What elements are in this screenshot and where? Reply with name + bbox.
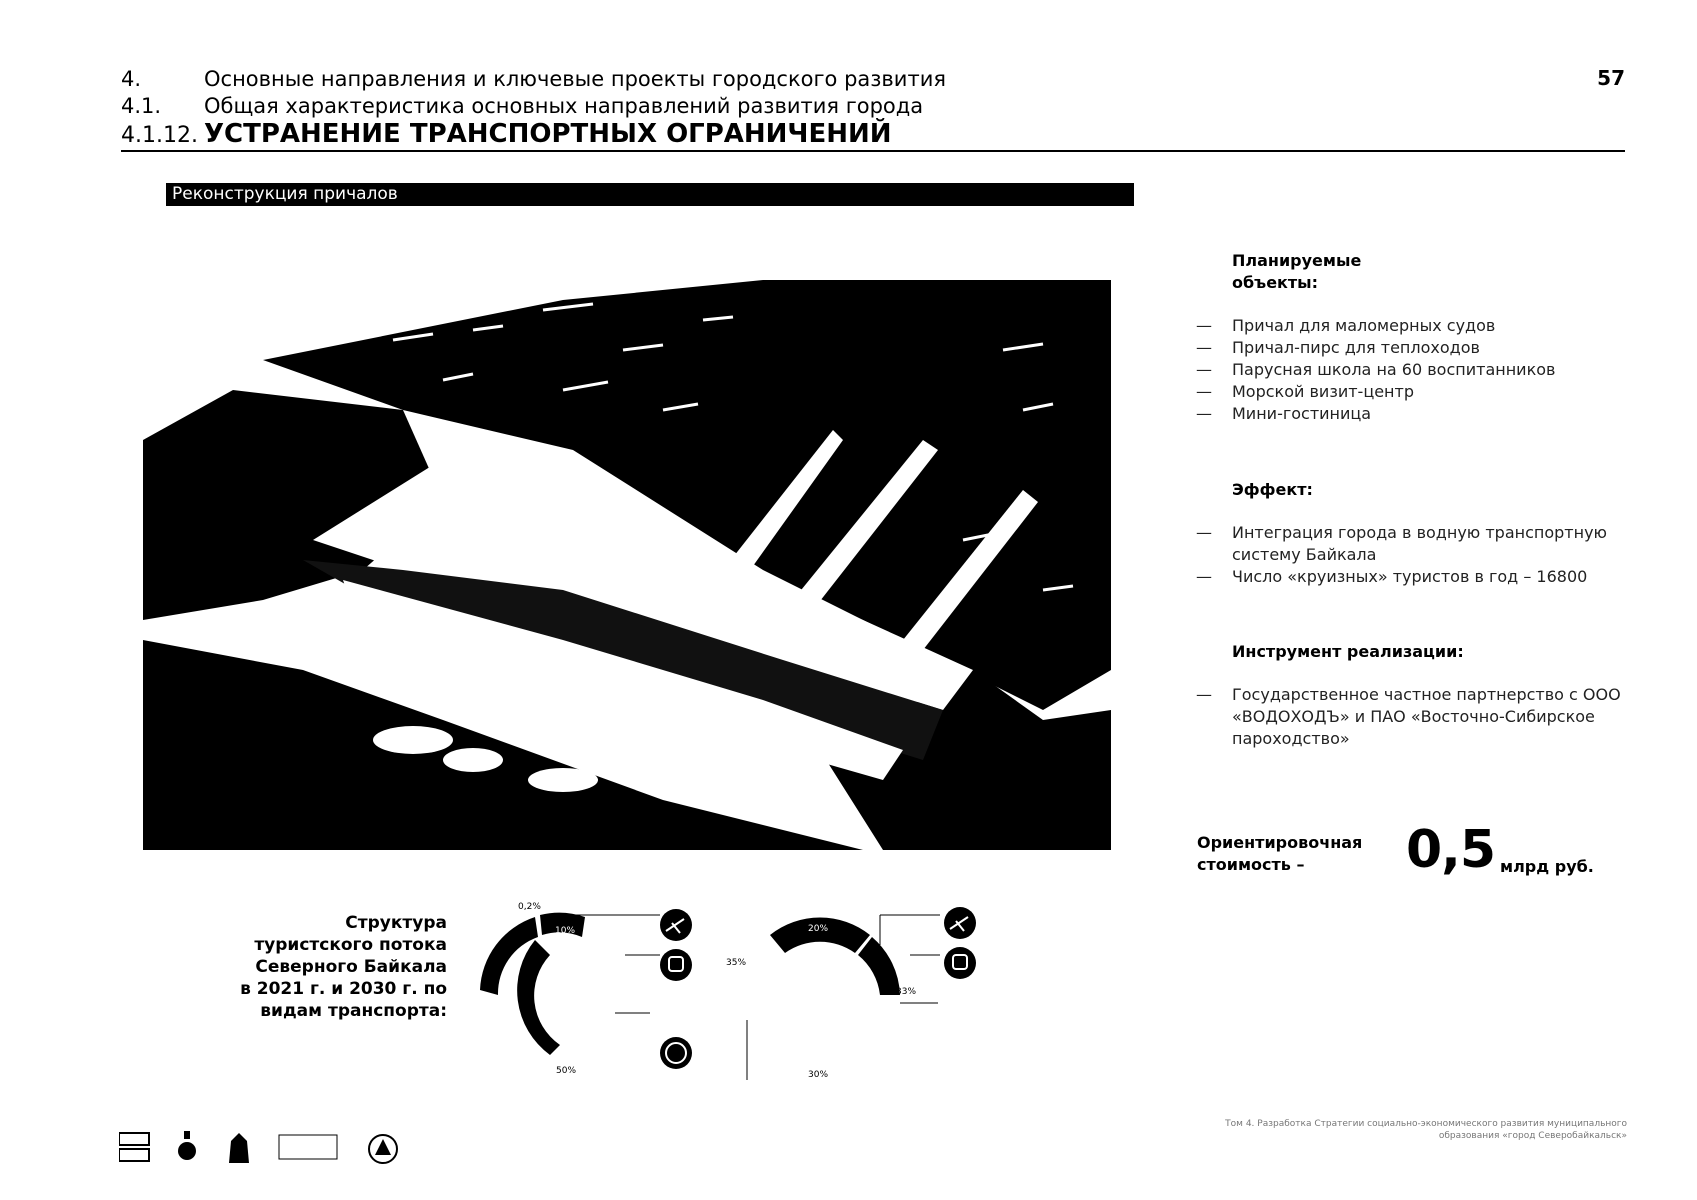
chart-2021-label-50: 50%	[556, 1066, 577, 1076]
chart-2030-segment-20	[770, 917, 870, 953]
instrument-list	[1196, 684, 1626, 750]
transport-structure-charts	[460, 895, 1000, 1080]
list-item: — Число «круизных» туристов в год – 16800	[1196, 566, 1626, 588]
heading-level-1	[121, 66, 946, 92]
planned-objects-list	[1196, 315, 1555, 425]
chart-2030-label-33: 33%	[896, 987, 917, 997]
cost-value: 0,5	[1406, 820, 1496, 880]
chart-2021-segment-50	[517, 940, 560, 1055]
list-item: — Интеграция города в водную транспортную систему Байкала	[1196, 522, 1626, 566]
heading-2-text: Общая характеристика основных направлений развития города	[204, 94, 924, 118]
coat-of-arms-logo	[369, 1135, 397, 1163]
effect-title: Эффект:	[1232, 480, 1313, 499]
planned-objects-title: Планируемые объекты:	[1232, 251, 1362, 292]
heading-level-2	[121, 93, 923, 119]
chart-2030-label-30: 30%	[808, 1070, 829, 1080]
partner-logos	[119, 1127, 419, 1167]
list-item: — Парусная школа на 60 воспитанников	[1196, 359, 1555, 381]
effect-list	[1196, 522, 1626, 588]
crest-logo	[229, 1133, 249, 1163]
list-item: — Морской визит-центр	[1196, 381, 1555, 403]
cost-unit: млрд руб.	[1500, 857, 1594, 876]
heading-2-number: 4.1.	[121, 94, 162, 118]
list-item: — Причал-пирс для теплоходов	[1196, 337, 1555, 359]
header-divider	[121, 150, 1625, 152]
footer-note: Том 4. Разработка Стратегии социально-экономического развития муниципального образования «город Северобайкальск»	[1225, 1119, 1627, 1141]
chart-2030-label-35: 35%	[726, 958, 747, 968]
heading-3-text: УСТРАНЕНИЕ ТРАНСПОРТНЫХ ОГРАНИЧЕНИЙ	[203, 119, 892, 149]
train-icon	[660, 949, 692, 981]
chart-caption: Структура туристского потока Северного Байкала в 2021 г. и 2030 г. по видам транспорта:	[240, 913, 447, 1021]
list-item: — Мини-гостиница	[1196, 403, 1555, 425]
aerial-photo-piers	[143, 240, 1111, 850]
heading-level-3	[121, 118, 891, 152]
section-title-bar: Реконструкция причалов	[166, 183, 1134, 206]
chart-2030-label-20: 20%	[808, 924, 829, 934]
chart-2030-segment-33	[858, 937, 900, 995]
cost-label: Ориентировочная стоимость –	[1197, 833, 1363, 874]
list-item: — Государственное частное партнерство с ООО «ВОДОХОДЪ» и ПАО «Восточно-Сибирское пароходство»	[1196, 684, 1626, 750]
list-item: — Причал для маломерных судов	[1196, 315, 1555, 337]
chart-2021	[480, 902, 692, 1076]
bus-icon	[660, 1037, 692, 1069]
heading-1-text: Основные направления и ключевые проекты городского развития	[204, 67, 946, 91]
page-number: 57	[1597, 66, 1625, 90]
chart-2021-label-10: 10%	[555, 926, 576, 936]
heading-1-number: 4.	[121, 67, 142, 91]
chart-2030	[726, 907, 976, 1080]
emblem-logo	[178, 1131, 196, 1160]
chart-2021-label-02: 0,2%	[518, 902, 541, 912]
kart-fond-logo	[279, 1135, 337, 1159]
instrument-title: Инструмент реализации:	[1232, 642, 1464, 661]
dom-rf-logo	[119, 1133, 149, 1161]
train-icon	[944, 947, 976, 979]
heading-3-number: 4.1.12.	[121, 123, 198, 148]
